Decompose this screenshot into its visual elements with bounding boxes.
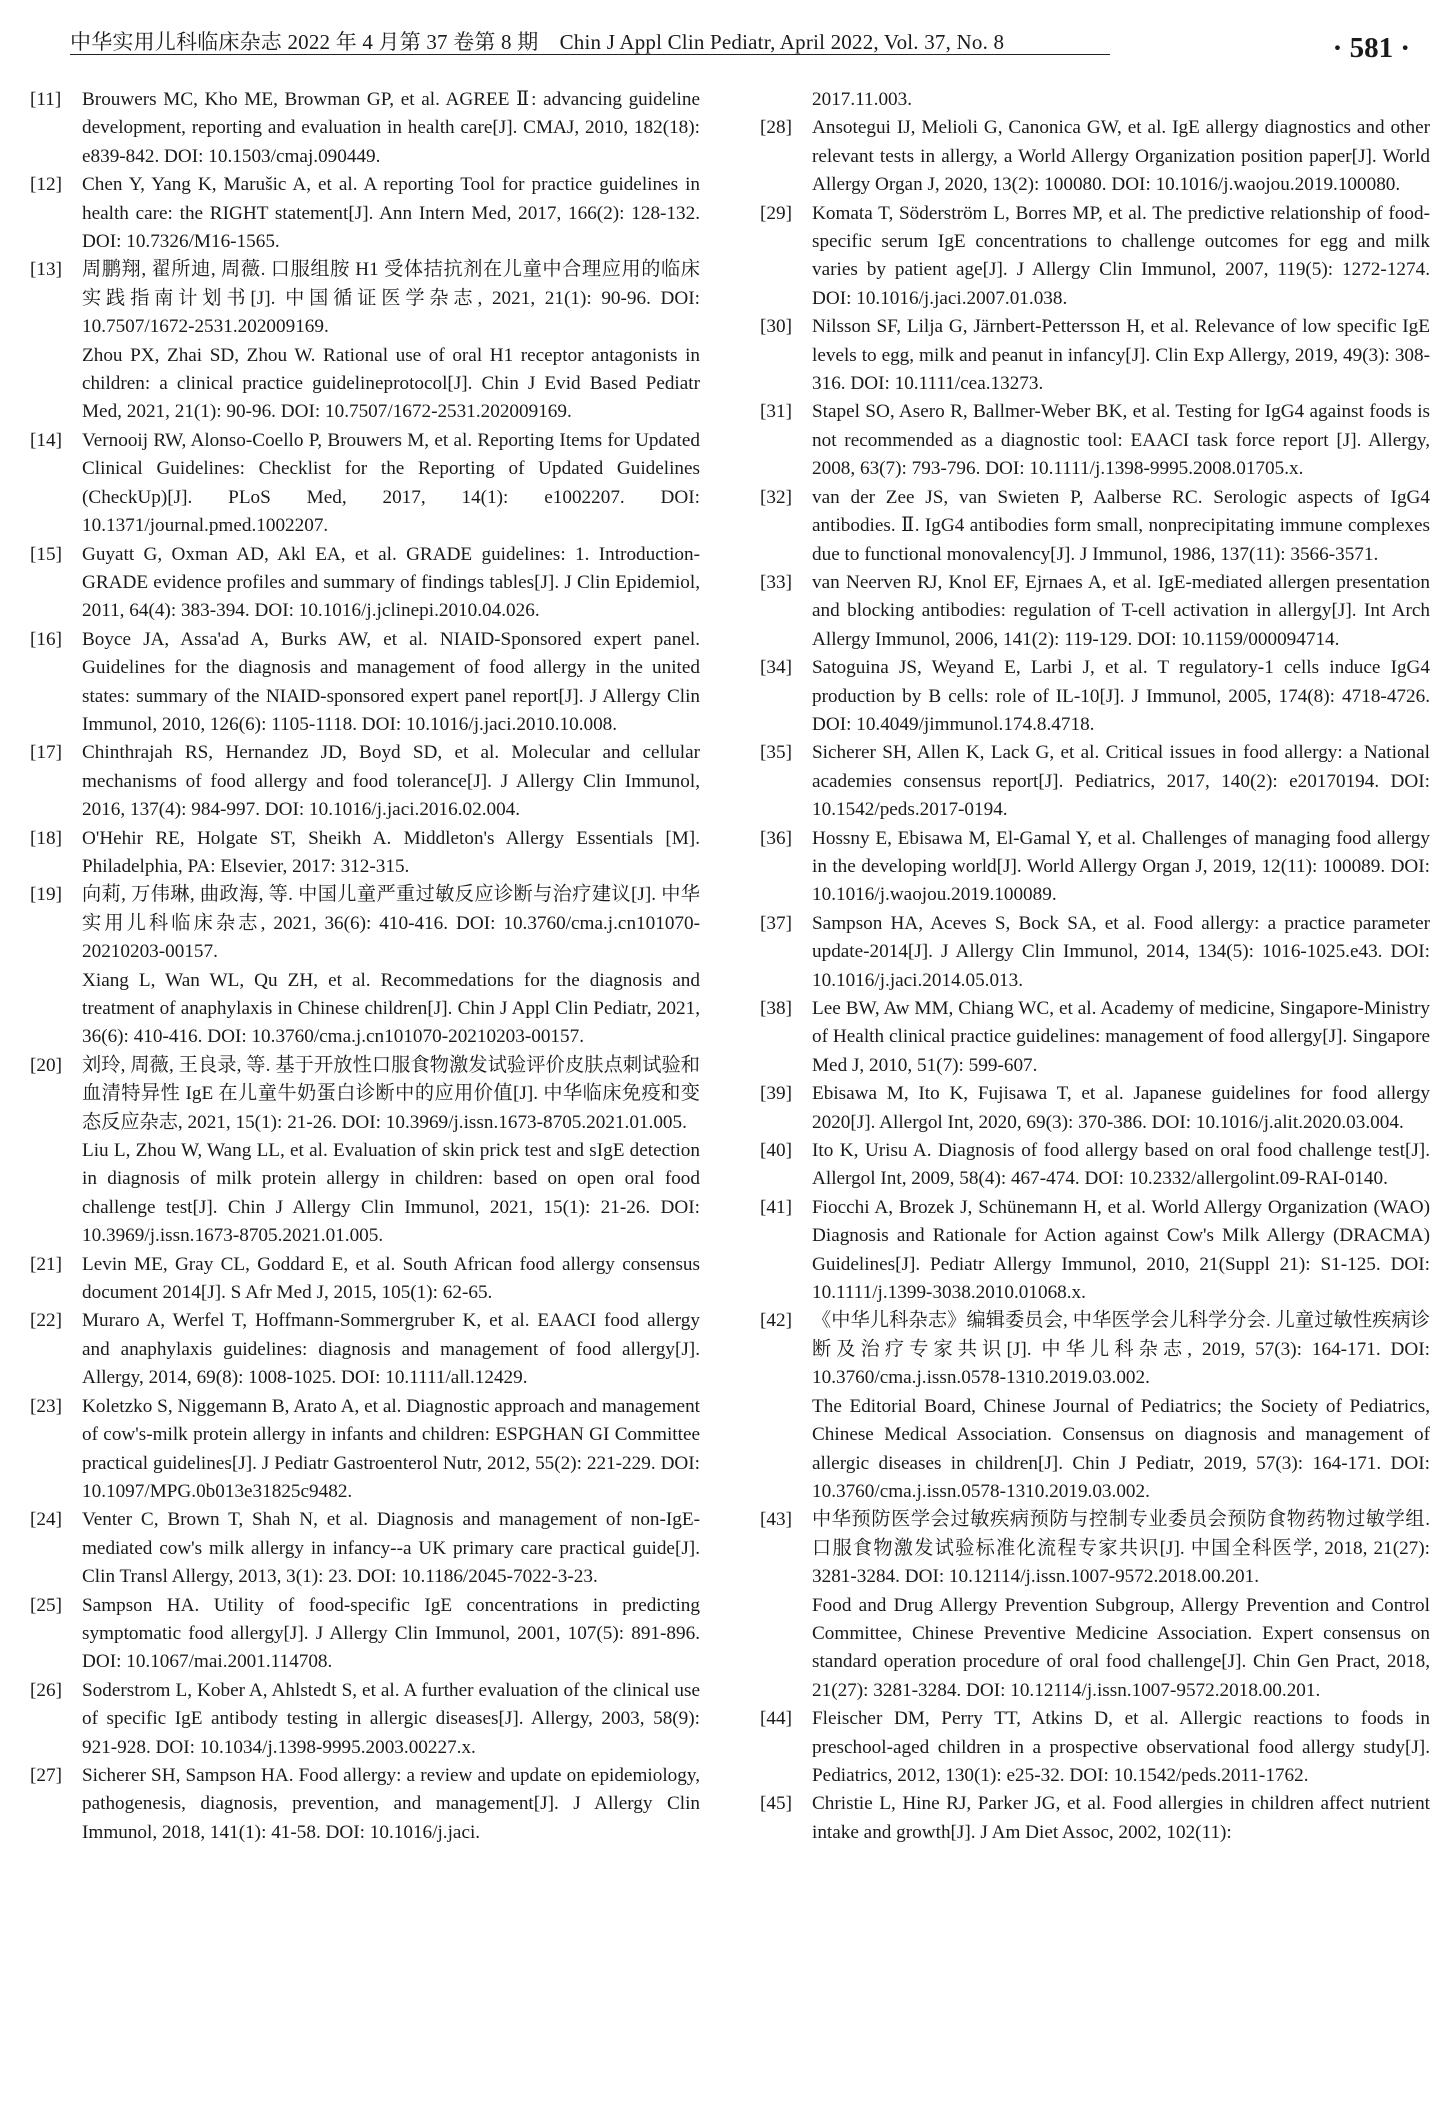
reference-text: Hossny E, Ebisawa M, El-Gamal Y, et al. Challenges of managing food allergy in the developing world[J]. World Allergy Organ J, 2019, 12(11): 100089. DOI: 10.1016/j.waojou.2019.100089. — [812, 827, 1430, 906]
reference-text: Nilsson SF, Lilja G, Järnbert-Pettersson H, et al. Relevance of low specific IgE levels to egg, milk and peanut in infancy[J]. Clin Exp Allergy, 2019, 49(3): 308-316. DOI: 10.1111/cea.13273. — [812, 316, 1430, 395]
reference-body — [812, 569, 1430, 654]
reference-number: [15] — [30, 543, 62, 565]
reference-body — [82, 1393, 700, 1507]
reference-body — [82, 541, 700, 626]
reference-entry — [30, 739, 700, 824]
reference-number: [45] — [760, 1793, 792, 1815]
reference-body — [812, 313, 1430, 398]
reference-number: [37] — [760, 912, 792, 934]
reference-number: [30] — [760, 316, 792, 338]
reference-entry — [30, 1393, 700, 1507]
reference-text: 刘玲, 周薇, 王良录, 等. 基于开放性口服食物激发试验评价皮肤点刺试验和血清特异性 IgE 在儿童牛奶蛋白诊断中的应用价值[J]. 中华临床免疫和变态反应杂志, 2021, 15(1): 21-26. DOI: 10.3969/j.issn.1673-8705.2021.01.005. — [82, 1054, 700, 1133]
reference-entry — [30, 881, 700, 1051]
reference-entry — [760, 1080, 1430, 1137]
reference-text: Muraro A, Werfel T, Hoffmann-Sommergruber K, et al. EAACI food allergy and anaphylaxis guidelines: diagnosis and management of food allergy[J]. Allergy, 2014, 69(8): 1008-1025. DOI: 10.1111/all.12429. — [82, 1310, 700, 1389]
reference-number: [16] — [30, 628, 62, 650]
reference-number: [24] — [30, 1509, 62, 1531]
reference-entry — [760, 569, 1430, 654]
reference-number: [35] — [760, 742, 792, 764]
reference-entry — [30, 1052, 700, 1251]
reference-body — [82, 427, 700, 541]
reference-entry — [760, 995, 1430, 1080]
reference-number: [41] — [760, 1196, 792, 1218]
reference-body — [82, 1506, 700, 1591]
reference-body — [82, 1762, 700, 1847]
reference-entry — [30, 171, 700, 256]
header-rule — [70, 54, 1110, 55]
reference-body — [812, 1194, 1430, 1308]
reference-entry — [30, 825, 700, 882]
reference-body — [812, 200, 1430, 314]
reference-continuation: 2017.11.003. — [812, 89, 913, 110]
reference-body — [812, 1790, 1430, 1847]
reference-entry — [760, 910, 1430, 995]
reference-number: [22] — [30, 1310, 62, 1332]
reference-entry — [30, 1592, 700, 1677]
reference-text: Fleischer DM, Perry TT, Atkins D, et al. Allergic reactions to foods in preschool-aged children in a prospective observational food allergy study[J]. Pediatrics, 2012, 130(1): e25-32. DOI: 10.1542/peds.2011-1762. — [812, 1708, 1430, 1786]
reference-body — [82, 171, 700, 256]
reference-entry — [760, 825, 1430, 910]
reference-text: O'Hehir RE, Holgate ST, Sheikh A. Middleton's Allergy Essentials [M]. Philadelphia, PA: Elsevier, 2017: 312-315. — [82, 827, 700, 877]
reference-text: Chinthrajah RS, Hernandez JD, Boyd SD, et al. Molecular and cellular mechanisms of food allergy and food tolerance[J]. J Allergy Clin Immunol, 2016, 137(4): 984-997. DOI: 10.1016/j.jaci.2016.02.004. — [82, 742, 700, 821]
reference-column-left — [30, 86, 700, 1847]
reference-number: [20] — [30, 1054, 62, 1076]
reference-text: Sampson HA. Utility of food-specific IgE concentrations in predicting symptomatic food allergy[J]. J Allergy Clin Immunol, 2001, 107(5): 891-896. DOI: 10.1067/mai.2001.114708. — [82, 1594, 700, 1673]
reference-text: Ito K, Urisu A. Diagnosis of food allergy based on oral food challenge test[J]. Allergol Int, 2009, 58(4): 467-474. DOI: 10.2332/allergolint.09-RAI-0140. — [812, 1140, 1430, 1190]
reference-entry — [760, 484, 1430, 569]
reference-entry — [760, 1307, 1430, 1506]
reference-body — [82, 881, 700, 1051]
reference-number: [11] — [30, 89, 62, 110]
reference-entry — [30, 1506, 700, 1591]
reference-body — [812, 484, 1430, 569]
reference-text: 周鹏翔, 翟所迪, 周薇. 口服组胺 H1 受体拮抗剂在儿童中合理应用的临床实践指南计划书[J]. 中国循证医学杂志, 2021, 21(1): 90-96. DOI: 10.7507/1672-2531.202009169. — [82, 259, 700, 338]
reference-body — [812, 114, 1430, 199]
reference-body — [82, 256, 700, 426]
reference-number: [25] — [30, 1594, 62, 1616]
reference-text: 《中华儿科杂志》编辑委员会, 中华医学会儿科学分会. 儿童过敏性疾病诊断及治疗专家共识[J]. 中华儿科杂志, 2019, 57(3): 164-171. DOI: 10.3760/cma.j.issn.0578-1310.2019.03.002. — [812, 1310, 1430, 1389]
reference-text: van der Zee JS, van Swieten P, Aalberse RC. Serologic aspects of IgG4 antibodies. Ⅱ. IgG4 antibodies form small, nonprecipitating immune complexes due to functional monovalency[J]. J Immunol, 1986, 137(11): 3566-3571. — [812, 486, 1430, 565]
reference-body — [812, 1137, 1430, 1194]
reference-text: Boyce JA, Assa'ad A, Burks AW, et al. NIAID-Sponsored expert panel. Guidelines for the diagnosis and management of food allergy in the united states: summary of the NIAID-sponsored expert panel report[J]. J Allergy Clin Immunol, 2010, 126(6): 1105-1118. DOI: 10.1016/j.jaci.2010.10.008. — [82, 628, 700, 735]
reference-number: [17] — [30, 742, 62, 764]
reference-body — [812, 398, 1430, 483]
reference-number: [32] — [760, 486, 792, 508]
reference-entry — [30, 1762, 700, 1847]
reference-number: [23] — [30, 1395, 62, 1417]
reference-number: [13] — [30, 259, 62, 281]
reference-number: [43] — [760, 1509, 792, 1531]
reference-body — [812, 654, 1430, 739]
reference-text: Sampson HA, Aceves S, Bock SA, et al. Food allergy: a practice parameter update-2014[J]. J Allergy Clin Immunol, 2014, 134(5): 1016-1025.e43. DOI: 10.1016/j.jaci.2014.05.013. — [812, 912, 1430, 991]
reference-text: The Editorial Board, Chinese Journal of Pediatrics; the Society of Pediatrics, Chinese Medical Association. Consensus on diagnosis and management of allergic diseases in children[J]. Chin J Pediatr, 2019, 57(3): 164-171. DOI: 10.3760/cma.j.issn.0578-1310.2019.03.002. — [812, 1395, 1430, 1502]
reference-text: Vernooij RW, Alonso-Coello P, Brouwers M, et al. Reporting Items for Updated Clinical Guidelines: Checklist for the Reporting of Updated Guidelines (CheckUp)[J]. PLoS Med, 2017, 14(1): e1002207. DOI: 10.1371/journal.pmed.1002207. — [82, 429, 700, 537]
reference-entry — [760, 1790, 1430, 1847]
reference-entry — [760, 1506, 1430, 1705]
reference-entry — [760, 1705, 1430, 1790]
reference-number: [33] — [760, 571, 792, 593]
reference-number: [14] — [30, 429, 62, 451]
reference-text: Stapel SO, Asero R, Ballmer-Weber BK, et al. Testing for IgG4 against foods is not recommended as a diagnostic tool: EAACI task force report [J]. Allergy, 2008, 63(7): 793-796. DOI: 10.1111/j.1398-9995.2008.01705.x. — [812, 401, 1430, 480]
reference-text: Sicherer SH, Sampson HA. Food allergy: a review and update on epidemiology, pathogenesis, diagnosis, prevention, and management[J]. J Allergy Clin Immunol, 2018, 141(1): 41-58. DOI: 10.1016/j.jaci. — [82, 1764, 700, 1843]
reference-text: Sicherer SH, Allen K, Lack G, et al. Critical issues in food allergy: a National academies consensus report[J]. Pediatrics, 2017, 140(2): e20170194. DOI: 10.1542/peds.2017-0194. — [812, 742, 1430, 821]
reference-entry — [30, 1307, 700, 1392]
reference-number: [19] — [30, 884, 62, 906]
reference-entry — [760, 398, 1430, 483]
reference-number: [28] — [760, 117, 792, 139]
reference-body — [812, 1705, 1430, 1790]
reference-text: 向莉, 万伟琳, 曲政海, 等. 中国儿童严重过敏反应诊断与治疗建议[J]. 中华实用儿科临床杂志, 2021, 36(6): 410-416. DOI: 10.3760/cma.j.cn101070-20210203-00157. — [82, 884, 700, 963]
journal-header-line: 中华实用儿科临床杂志 2022 年 4 月第 37 卷第 8 期 Chin J Appl Clin Pediatr, April 2022, Vol. 37, No. 8 — [70, 30, 1005, 54]
reference-entry — [30, 427, 700, 541]
reference-text: Satoguina JS, Weyand E, Larbi J, et al. T regulatory-1 cells induce IgG4 production by B cells: role of IL-10[J]. J Immunol, 2005, 174(8): 4718-4726. DOI: 10.4049/jimmunol.174.8.4718. — [812, 657, 1430, 735]
reference-entry — [760, 1194, 1430, 1308]
reference-text: Zhou PX, Zhai SD, Zhou W. Rational use of oral H1 receptor antagonists in children: a clinical practice guidelineprotocol[J]. Chin J Evid Based Pediatr Med, 2021, 21(1): 90-96. DOI: 10.7507/1672-2531.202009169. — [82, 344, 700, 423]
reference-text: Koletzko S, Niggemann B, Arato A, et al. Diagnostic approach and management of cow's-milk protein allergy in infants and children: ESPGHAN GI Committee practical guidelines[J]. J Pediatr Gastroenterol Nutr, 2012, 55(2): 221-229. DOI: 10.1097/MPG.0b013e31825c9482. — [82, 1395, 700, 1502]
reference-number: [42] — [760, 1310, 792, 1332]
reference-number: [40] — [760, 1140, 792, 1162]
reference-body — [82, 1307, 700, 1392]
reference-body — [812, 825, 1430, 910]
reference-body — [812, 1080, 1430, 1137]
reference-body — [812, 1307, 1430, 1506]
running-header — [30, 24, 1430, 68]
reference-entry — [760, 654, 1430, 739]
reference-text: Xiang L, Wan WL, Qu ZH, et al. Recommedations for the diagnosis and treatment of anaphylaxis in Chinese children[J]. Chin J Appl Clin Pediatr, 2021, 36(6): 410-416. DOI: 10.3760/cma.j.cn101070-20210203-00157. — [82, 969, 700, 1048]
reference-body — [82, 1592, 700, 1677]
reference-body — [82, 825, 700, 882]
reference-entry — [30, 626, 700, 740]
reference-entry — [760, 200, 1430, 314]
reference-body — [812, 739, 1430, 824]
reference-number: [18] — [30, 827, 62, 849]
reference-body — [812, 1506, 1430, 1705]
reference-text: Lee BW, Aw MM, Chiang WC, et al. Academy of medicine, Singapore-Ministry of Health clinical practice guidelines: management of food allergy[J]. Singapore Med J, 2010, 51(7): 599-607. — [812, 998, 1430, 1076]
reference-number: [39] — [760, 1083, 792, 1105]
reference-text: Chen Y, Yang K, Marušic A, et al. A reporting Tool for practice guidelines in health care: the RIGHT statement[J]. Ann Intern Med, 2017, 166(2): 128-132. DOI: 10.7326/M16-1565. — [82, 174, 700, 253]
reference-number: [26] — [30, 1679, 62, 1701]
reference-text: Fiocchi A, Brozek J, Schünemann H, et al. World Allergy Organization (WAO) Diagnosis and Rationale for Action against Cow's Milk Allergy (DRACMA) Guidelines[J]. Pediatr Allergy Immunol, 2010, 21(Suppl 21): S1-125. DOI: 10.1111/j.1399-3038.2010.01068.x. — [812, 1196, 1430, 1304]
reference-text: Ebisawa M, Ito K, Fujisawa T, et al. Japanese guidelines for food allergy 2020[J]. Allergol Int, 2020, 69(3): 370-386. DOI: 10.1016/j.alit.2020.03.004. — [812, 1083, 1430, 1133]
reference-text: Food and Drug Allergy Prevention Subgroup, Allergy Prevention and Control Committee, Chinese Preventive Medicine Association. Expert consensus on standard operation procedure of oral food challenge[J]. Chin Gen Pract, 2018, 21(27): 3281-3284. DOI: 10.12114/j.issn.1007-9572.2018.00.201. — [812, 1594, 1430, 1701]
reference-text: Liu L, Zhou W, Wang LL, et al. Evaluation of skin prick test and sIgE detection in diagnosis of milk protein allergy in children: based on open oral food challenge test[J]. Chin J Allergy Clin Immunol, 2021, 15(1): 21-26. DOI: 10.3969/j.issn.1673-8705.2021.01.005. — [82, 1140, 700, 1247]
reference-number: [12] — [30, 174, 62, 196]
reference-text: 中华预防医学会过敏疾病预防与控制专业委员会预防食物药物过敏学组. 口服食物激发试验标准化流程专家共识[J]. 中国全科医学, 2018, 21(27): 3281-3284. DOI: 10.12114/j.issn.1007-9572.2018.00.201. — [812, 1509, 1430, 1588]
reference-text: Levin ME, Gray CL, Goddard E, et al. South African food allergy consensus document 2014[J]. S Afr Med J, 2015, 105(1): 62-65. — [82, 1253, 700, 1304]
reference-number: [44] — [760, 1708, 792, 1730]
reference-body — [82, 1677, 700, 1762]
reference-text: Brouwers MC, Kho ME, Browman GP, et al. AGREE Ⅱ: advancing guideline development, reporting and evaluation in health care[J]. CMAJ, 2010, 182(18): e839-842. DOI: 10.1503/cmaj.090449. — [82, 89, 700, 167]
reference-number: [38] — [760, 998, 792, 1019]
reference-entry — [30, 86, 700, 171]
reference-text: Christie L, Hine RJ, Parker JG, et al. Food allergies in children affect nutrient intake and growth[J]. J Am Diet Assoc, 2002, 102(11): — [812, 1793, 1430, 1843]
reference-number: [36] — [760, 827, 792, 849]
page-number: · 581 · — [1332, 32, 1410, 64]
reference-body — [812, 910, 1430, 995]
reference-number: [29] — [760, 202, 792, 224]
reference-number: [31] — [760, 401, 792, 423]
reference-entry — [760, 313, 1430, 398]
reference-text: Komata T, Söderström L, Borres MP, et al. The predictive relationship of food-specific serum IgE concentrations to challenge outcomes for egg and milk varies by patient age[J]. J Allergy Clin Immunol, 2007, 119(5): 1272-1274. DOI: 10.1016/j.jaci.2007.01.038. — [812, 202, 1430, 309]
reference-entry — [30, 1251, 700, 1308]
reference-text: Ansotegui IJ, Melioli G, Canonica GW, et al. IgE allergy diagnostics and other relevant tests in allergy, a World Allergy Organization position paper[J]. World Allergy Organ J, 2020, 13(2): 100080. DOI: 10.1016/j.waojou.2019.100080. — [812, 117, 1430, 196]
reference-entry — [760, 114, 1430, 199]
reference-body — [82, 1251, 700, 1308]
reference-entry — [30, 1677, 700, 1762]
reference-body — [82, 1052, 700, 1251]
reference-entry — [760, 739, 1430, 824]
reference-number: [34] — [760, 657, 792, 679]
reference-body — [812, 995, 1430, 1080]
reference-body — [82, 626, 700, 740]
reference-entry — [760, 1137, 1430, 1194]
reference-text: Soderstrom L, Kober A, Ahlstedt S, et al. A further evaluation of the clinical use of specific IgE antibody testing in allergic diseases[J]. Allergy, 2003, 58(9): 921-928. DOI: 10.1034/j.1398-9995.2003.00227.x. — [82, 1679, 700, 1758]
reference-number: [21] — [30, 1253, 62, 1275]
reference-number: [27] — [30, 1764, 62, 1786]
reference-body — [82, 86, 700, 171]
reference-text: van Neerven RJ, Knol EF, Ejrnaes A, et al. IgE-mediated allergen presentation and blocking antibodies: regulation of T-cell activation in allergy[J]. Int Arch Allergy Immunol, 2006, 141(2): 119-129. DOI: 10.1159/000094714. — [812, 571, 1430, 650]
reference-text: Venter C, Brown T, Shah N, et al. Diagnosis and management of non-IgE-mediated cow's milk allergy in infancy--a UK primary care practical guide[J]. Clin Transl Allergy, 2013, 3(1): 23. DOI: 10.1186/2045-7022-3-23. — [82, 1509, 700, 1588]
reference-entry — [30, 256, 700, 426]
reference-column-right — [760, 86, 1430, 1847]
reference-body — [82, 739, 700, 824]
reference-text: Guyatt G, Oxman AD, Akl EA, et al. GRADE guidelines: 1. Introduction-GRADE evidence profiles and summary of findings tables[J]. J Clin Epidemiol, 2011, 64(4): 383-394. DOI: 10.1016/j.jclinepi.2010.04.026. — [82, 543, 700, 622]
reference-entry — [30, 541, 700, 626]
